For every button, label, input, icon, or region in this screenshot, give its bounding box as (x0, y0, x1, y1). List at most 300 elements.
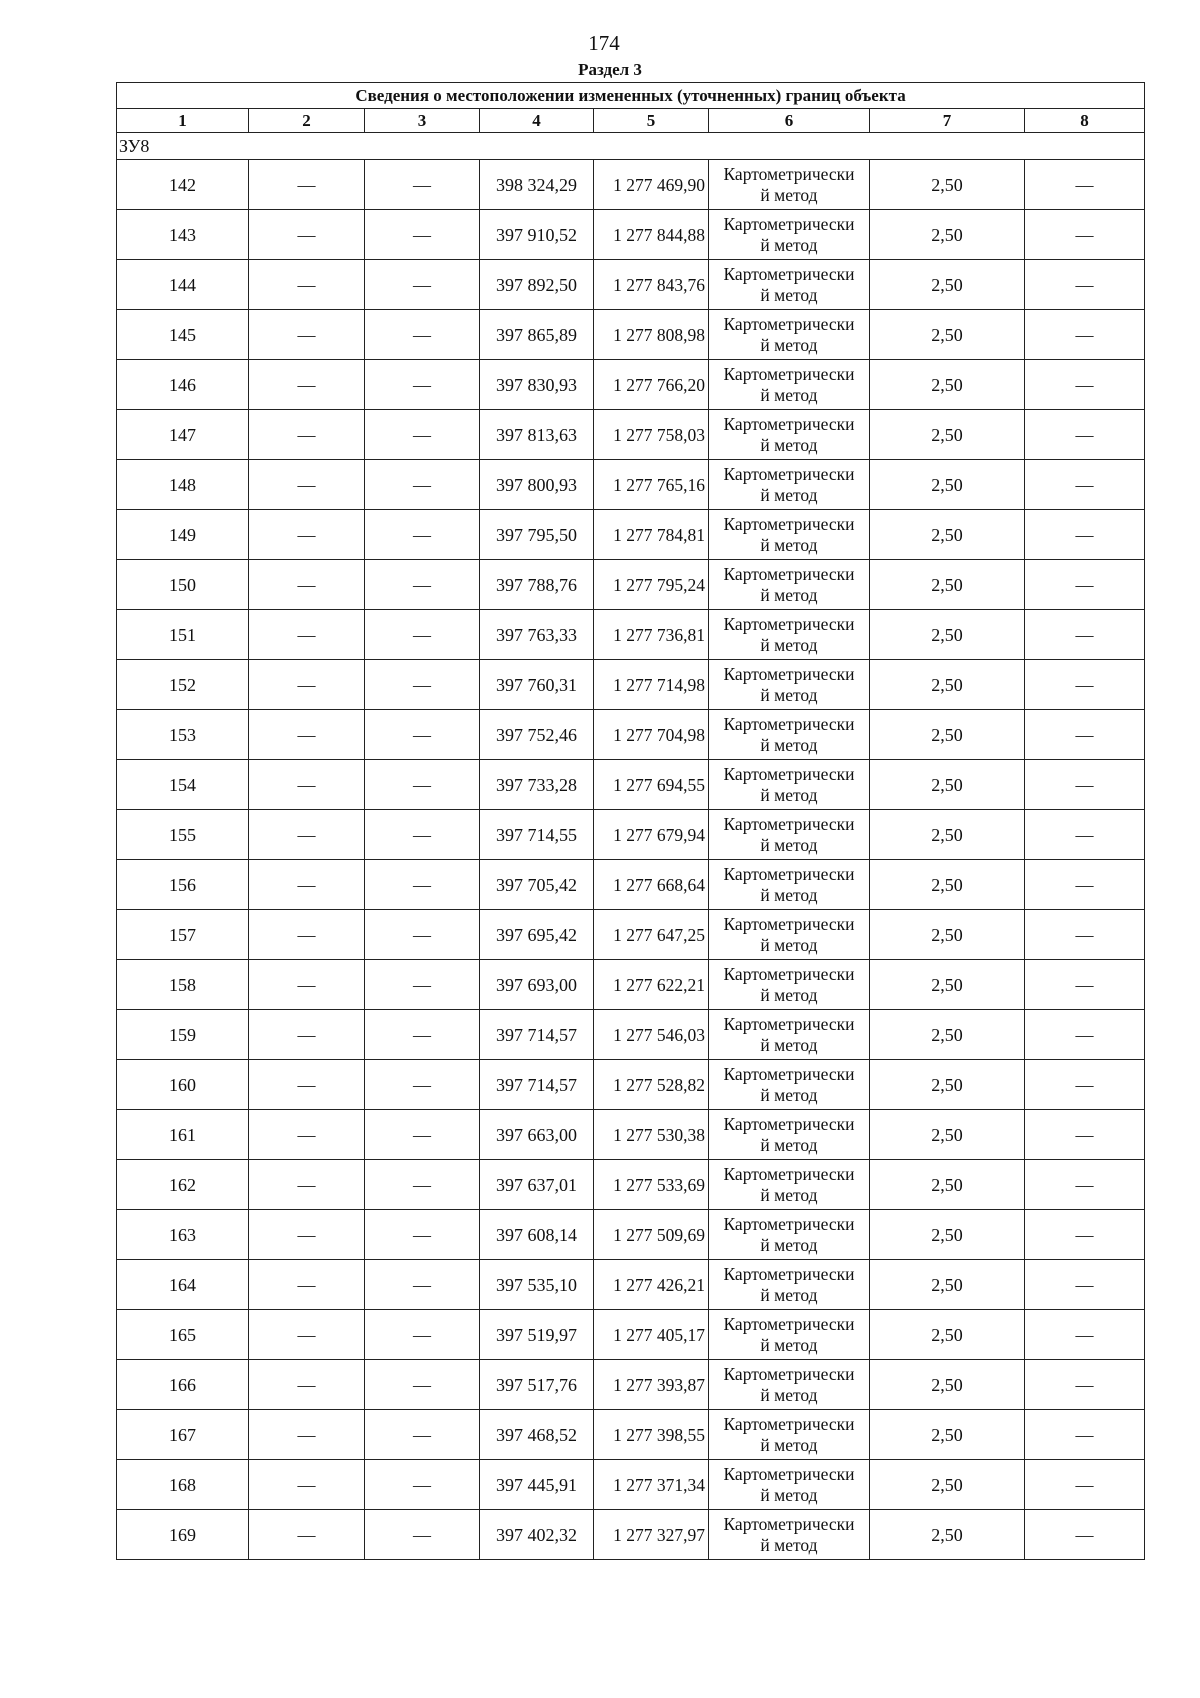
coordinate-x-cell: 397 813,63 (480, 410, 594, 460)
column-3-cell: — (365, 1010, 480, 1060)
point-number-cell: 145 (117, 310, 249, 360)
column-8-cell: — (1025, 310, 1145, 360)
column-2-cell: — (249, 710, 365, 760)
coordinate-y-cell: 1 277 795,24 (594, 560, 709, 610)
coordinate-x-cell: 397 693,00 (480, 960, 594, 1010)
accuracy-cell: 2,50 (870, 1410, 1025, 1460)
table-row (117, 1260, 1145, 1310)
column-2-cell: — (249, 310, 365, 360)
method-line-2: й метод (760, 1134, 818, 1155)
column-3-cell: — (365, 260, 480, 310)
point-number-cell: 148 (117, 460, 249, 510)
coordinate-x-cell: 397 705,42 (480, 860, 594, 910)
point-number-cell: 151 (117, 610, 249, 660)
method-cell (709, 1410, 870, 1460)
accuracy-cell: 2,50 (870, 860, 1025, 910)
method-line-2: й метод (760, 1434, 818, 1455)
table-row (117, 1310, 1145, 1360)
coordinate-x-cell: 397 795,50 (480, 510, 594, 560)
column-number: 3 (365, 109, 480, 133)
column-3-cell: — (365, 510, 480, 560)
point-number-cell: 153 (117, 710, 249, 760)
table-row (117, 160, 1145, 210)
accuracy-cell: 2,50 (870, 1260, 1025, 1310)
table-row (117, 360, 1145, 410)
column-2-cell: — (249, 260, 365, 310)
coordinate-y-cell: 1 277 843,76 (594, 260, 709, 310)
coordinate-y-cell: 1 277 704,98 (594, 710, 709, 760)
method-cell (709, 1160, 870, 1210)
column-3-cell: — (365, 660, 480, 710)
method-cell (709, 1060, 870, 1110)
point-number-cell: 161 (117, 1110, 249, 1160)
coordinate-x-cell: 397 535,10 (480, 1260, 594, 1310)
method-line-1: Картометрически (723, 763, 855, 784)
table-row (117, 210, 1145, 260)
column-8-cell: — (1025, 910, 1145, 960)
column-2-cell: — (249, 660, 365, 710)
method-cell (709, 560, 870, 610)
method-line-2: й метод (760, 1384, 818, 1405)
accuracy-cell: 2,50 (870, 410, 1025, 460)
coordinate-x-cell: 397 714,55 (480, 810, 594, 860)
column-3-cell: — (365, 1410, 480, 1460)
method-line-2: й метод (760, 634, 818, 655)
point-number-cell: 167 (117, 1410, 249, 1460)
accuracy-cell: 2,50 (870, 310, 1025, 360)
column-3-cell: — (365, 960, 480, 1010)
coordinate-y-cell: 1 277 765,16 (594, 460, 709, 510)
coordinate-y-cell: 1 277 393,87 (594, 1360, 709, 1410)
column-2-cell: — (249, 510, 365, 560)
method-line-2: й метод (760, 1084, 818, 1105)
coordinate-y-cell: 1 277 784,81 (594, 510, 709, 560)
method-cell (709, 910, 870, 960)
column-3-cell: — (365, 810, 480, 860)
column-8-cell: — (1025, 1310, 1145, 1360)
table-row (117, 660, 1145, 710)
method-cell (709, 1260, 870, 1310)
method-cell (709, 860, 870, 910)
column-2-cell: — (249, 1010, 365, 1060)
method-line-1: Картометрически (723, 1063, 855, 1084)
method-line-2: й метод (760, 434, 818, 455)
column-2-cell: — (249, 1310, 365, 1360)
column-number-row (117, 109, 1145, 133)
point-number-cell: 152 (117, 660, 249, 710)
column-2-cell: — (249, 960, 365, 1010)
column-3-cell: — (365, 1110, 480, 1160)
method-cell (709, 160, 870, 210)
method-cell (709, 410, 870, 460)
method-line-2: й метод (760, 684, 818, 705)
column-3-cell: — (365, 210, 480, 260)
column-3-cell: — (365, 860, 480, 910)
column-8-cell: — (1025, 1360, 1145, 1410)
coordinate-x-cell: 397 910,52 (480, 210, 594, 260)
column-3-cell: — (365, 1160, 480, 1210)
point-number-cell: 154 (117, 760, 249, 810)
point-number-cell: 142 (117, 160, 249, 210)
table-row (117, 760, 1145, 810)
accuracy-cell: 2,50 (870, 1210, 1025, 1260)
point-number-cell: 149 (117, 510, 249, 560)
coordinate-y-cell: 1 277 844,88 (594, 210, 709, 260)
method-line-1: Картометрически (723, 263, 855, 284)
column-8-cell: — (1025, 810, 1145, 860)
column-3-cell: — (365, 560, 480, 610)
method-cell (709, 310, 870, 360)
coordinate-x-cell: 397 519,97 (480, 1310, 594, 1360)
method-cell (709, 260, 870, 310)
accuracy-cell: 2,50 (870, 910, 1025, 960)
method-line-1: Картометрически (723, 163, 855, 184)
method-line-1: Картометрически (723, 413, 855, 434)
accuracy-cell: 2,50 (870, 660, 1025, 710)
accuracy-cell: 2,50 (870, 260, 1025, 310)
method-cell (709, 660, 870, 710)
coordinate-x-cell: 397 517,76 (480, 1360, 594, 1410)
column-8-cell: — (1025, 360, 1145, 410)
method-cell (709, 1510, 870, 1560)
column-2-cell: — (249, 210, 365, 260)
method-line-1: Картометрически (723, 713, 855, 734)
coordinate-x-cell: 397 760,31 (480, 660, 594, 710)
column-2-cell: — (249, 1460, 365, 1510)
method-line-1: Картометрически (723, 1363, 855, 1384)
accuracy-cell: 2,50 (870, 610, 1025, 660)
accuracy-cell: 2,50 (870, 1160, 1025, 1210)
coordinate-y-cell: 1 277 405,17 (594, 1310, 709, 1360)
coordinate-y-cell: 1 277 546,03 (594, 1010, 709, 1060)
coordinate-x-cell: 397 637,01 (480, 1160, 594, 1210)
point-number-cell: 155 (117, 810, 249, 860)
accuracy-cell: 2,50 (870, 560, 1025, 610)
accuracy-cell: 2,50 (870, 710, 1025, 760)
method-line-2: й метод (760, 384, 818, 405)
coordinate-y-cell: 1 277 509,69 (594, 1210, 709, 1260)
table-row (117, 1010, 1145, 1060)
coordinate-y-cell: 1 277 327,97 (594, 1510, 709, 1560)
column-8-cell: — (1025, 1110, 1145, 1160)
accuracy-cell: 2,50 (870, 460, 1025, 510)
method-line-1: Картометрически (723, 463, 855, 484)
column-number: 4 (480, 109, 594, 133)
method-line-1: Картометрически (723, 1213, 855, 1234)
coordinate-x-cell: 397 714,57 (480, 1060, 594, 1110)
accuracy-cell: 2,50 (870, 1060, 1025, 1110)
table-row (117, 460, 1145, 510)
method-line-1: Картометрически (723, 1013, 855, 1034)
point-number-cell: 146 (117, 360, 249, 410)
accuracy-cell: 2,50 (870, 1460, 1025, 1510)
point-number-cell: 164 (117, 1260, 249, 1310)
method-line-2: й метод (760, 1484, 818, 1505)
accuracy-cell: 2,50 (870, 1010, 1025, 1060)
method-line-1: Картометрически (723, 963, 855, 984)
table-row (117, 810, 1145, 860)
coordinate-y-cell: 1 277 808,98 (594, 310, 709, 360)
column-2-cell: — (249, 610, 365, 660)
column-3-cell: — (365, 910, 480, 960)
point-number-cell: 144 (117, 260, 249, 310)
object-label: ЗУ8 (117, 133, 1145, 160)
accuracy-cell: 2,50 (870, 1360, 1025, 1410)
method-line-2: й метод (760, 1284, 818, 1305)
column-8-cell: — (1025, 560, 1145, 610)
table-row (117, 610, 1145, 660)
column-3-cell: — (365, 1360, 480, 1410)
coordinate-x-cell: 397 468,52 (480, 1410, 594, 1460)
column-2-cell: — (249, 1410, 365, 1460)
method-line-2: й метод (760, 884, 818, 905)
method-line-1: Картометрически (723, 913, 855, 934)
point-number-cell: 147 (117, 410, 249, 460)
accuracy-cell: 2,50 (870, 510, 1025, 560)
column-number: 7 (870, 109, 1025, 133)
column-3-cell: — (365, 710, 480, 760)
coordinate-x-cell: 397 695,42 (480, 910, 594, 960)
coordinate-x-cell: 397 714,57 (480, 1010, 594, 1060)
method-line-2: й метод (760, 284, 818, 305)
method-cell (709, 360, 870, 410)
point-number-cell: 159 (117, 1010, 249, 1060)
accuracy-cell: 2,50 (870, 810, 1025, 860)
coordinate-y-cell: 1 277 714,98 (594, 660, 709, 710)
accuracy-cell: 2,50 (870, 760, 1025, 810)
method-cell (709, 1010, 870, 1060)
coordinate-x-cell: 397 865,89 (480, 310, 594, 360)
coordinate-y-cell: 1 277 766,20 (594, 360, 709, 410)
column-3-cell: — (365, 1510, 480, 1560)
column-number: 8 (1025, 109, 1145, 133)
table-row (117, 1510, 1145, 1560)
coordinate-x-cell: 397 752,46 (480, 710, 594, 760)
point-number-cell: 163 (117, 1210, 249, 1260)
point-number-cell: 169 (117, 1510, 249, 1560)
column-8-cell: — (1025, 1010, 1145, 1060)
column-2-cell: — (249, 160, 365, 210)
method-line-1: Картометрически (723, 1413, 855, 1434)
method-cell (709, 460, 870, 510)
column-2-cell: — (249, 1210, 365, 1260)
coordinate-y-cell: 1 277 398,55 (594, 1410, 709, 1460)
method-line-2: й метод (760, 484, 818, 505)
column-2-cell: — (249, 1260, 365, 1310)
table-row (117, 1110, 1145, 1160)
column-3-cell: — (365, 1310, 480, 1360)
point-number-cell: 150 (117, 560, 249, 610)
column-2-cell: — (249, 810, 365, 860)
coordinate-y-cell: 1 277 530,38 (594, 1110, 709, 1160)
column-2-cell: — (249, 760, 365, 810)
column-8-cell: — (1025, 260, 1145, 310)
column-8-cell: — (1025, 1510, 1145, 1560)
column-3-cell: — (365, 360, 480, 410)
method-line-1: Картометрически (723, 563, 855, 584)
method-line-2: й метод (760, 784, 818, 805)
point-number-cell: 168 (117, 1460, 249, 1510)
column-8-cell: — (1025, 210, 1145, 260)
method-line-1: Картометрически (723, 863, 855, 884)
method-line-1: Картометрически (723, 663, 855, 684)
method-line-2: й метод (760, 1184, 818, 1205)
method-line-2: й метод (760, 1034, 818, 1055)
point-number-cell: 158 (117, 960, 249, 1010)
point-number-cell: 162 (117, 1160, 249, 1210)
table-row (117, 310, 1145, 360)
method-cell (709, 1110, 870, 1160)
coordinate-x-cell: 397 763,33 (480, 610, 594, 660)
boundary-coordinates-table (116, 82, 1145, 1560)
coordinate-y-cell: 1 277 371,34 (594, 1460, 709, 1510)
table-body (117, 160, 1145, 1560)
table-row (117, 710, 1145, 760)
column-8-cell: — (1025, 1410, 1145, 1460)
column-3-cell: — (365, 610, 480, 660)
column-number: 6 (709, 109, 870, 133)
accuracy-cell: 2,50 (870, 160, 1025, 210)
coordinate-x-cell: 397 608,14 (480, 1210, 594, 1260)
coordinate-y-cell: 1 277 647,25 (594, 910, 709, 960)
method-line-1: Картометрически (723, 813, 855, 834)
table-row (117, 410, 1145, 460)
table-row (117, 260, 1145, 310)
method-cell (709, 1310, 870, 1360)
table-row (117, 1160, 1145, 1210)
coordinate-x-cell: 397 733,28 (480, 760, 594, 810)
coordinate-x-cell: 397 892,50 (480, 260, 594, 310)
column-8-cell: — (1025, 1260, 1145, 1310)
coordinate-y-cell: 1 277 622,21 (594, 960, 709, 1010)
column-8-cell: — (1025, 510, 1145, 560)
method-cell (709, 960, 870, 1010)
coordinate-y-cell: 1 277 668,64 (594, 860, 709, 910)
table-row (117, 510, 1145, 560)
method-line-2: й метод (760, 334, 818, 355)
column-8-cell: — (1025, 960, 1145, 1010)
coordinate-y-cell: 1 277 758,03 (594, 410, 709, 460)
coordinate-y-cell: 1 277 694,55 (594, 760, 709, 810)
column-2-cell: — (249, 410, 365, 460)
coordinate-x-cell: 398 324,29 (480, 160, 594, 210)
column-2-cell: — (249, 460, 365, 510)
method-line-2: й метод (760, 184, 818, 205)
coordinate-x-cell: 397 445,91 (480, 1460, 594, 1510)
table-row (117, 560, 1145, 610)
method-line-2: й метод (760, 734, 818, 755)
table-row (117, 1360, 1145, 1410)
method-line-1: Картометрически (723, 1513, 855, 1534)
coordinate-x-cell: 397 788,76 (480, 560, 594, 610)
accuracy-cell: 2,50 (870, 210, 1025, 260)
column-3-cell: — (365, 1060, 480, 1110)
column-number: 2 (249, 109, 365, 133)
column-2-cell: — (249, 910, 365, 960)
column-2-cell: — (249, 1160, 365, 1210)
column-8-cell: — (1025, 410, 1145, 460)
accuracy-cell: 2,50 (870, 360, 1025, 410)
point-number-cell: 165 (117, 1310, 249, 1360)
point-number-cell: 143 (117, 210, 249, 260)
accuracy-cell: 2,50 (870, 1310, 1025, 1360)
point-number-cell: 157 (117, 910, 249, 960)
column-2-cell: — (249, 360, 365, 410)
method-line-2: й метод (760, 1234, 818, 1255)
method-line-2: й метод (760, 534, 818, 555)
method-cell (709, 510, 870, 560)
method-line-1: Картометрически (723, 363, 855, 384)
column-3-cell: — (365, 1260, 480, 1310)
method-cell (709, 1210, 870, 1260)
method-line-1: Картометрически (723, 1113, 855, 1134)
coordinate-y-cell: 1 277 533,69 (594, 1160, 709, 1210)
method-line-1: Картометрически (723, 1263, 855, 1284)
method-line-1: Картометрически (723, 1163, 855, 1184)
accuracy-cell: 2,50 (870, 1510, 1025, 1560)
method-cell (709, 610, 870, 660)
column-8-cell: — (1025, 710, 1145, 760)
method-line-1: Картометрически (723, 513, 855, 534)
column-number: 5 (594, 109, 709, 133)
coordinate-x-cell: 397 800,93 (480, 460, 594, 510)
accuracy-cell: 2,50 (870, 1110, 1025, 1160)
coordinate-y-cell: 1 277 528,82 (594, 1060, 709, 1110)
method-line-1: Картометрически (723, 1463, 855, 1484)
column-2-cell: — (249, 860, 365, 910)
method-line-2: й метод (760, 1534, 818, 1555)
column-3-cell: — (365, 310, 480, 360)
column-number: 1 (117, 109, 249, 133)
column-8-cell: — (1025, 460, 1145, 510)
column-8-cell: — (1025, 160, 1145, 210)
method-line-2: й метод (760, 934, 818, 955)
page-number: 174 (588, 31, 620, 55)
column-8-cell: — (1025, 1210, 1145, 1260)
column-8-cell: — (1025, 860, 1145, 910)
column-8-cell: — (1025, 760, 1145, 810)
column-3-cell: — (365, 460, 480, 510)
method-cell (709, 710, 870, 760)
coordinate-x-cell: 397 830,93 (480, 360, 594, 410)
method-cell (709, 1360, 870, 1410)
column-8-cell: — (1025, 1160, 1145, 1210)
coordinate-y-cell: 1 277 469,90 (594, 160, 709, 210)
coordinate-y-cell: 1 277 679,94 (594, 810, 709, 860)
column-3-cell: — (365, 1460, 480, 1510)
column-2-cell: — (249, 560, 365, 610)
accuracy-cell: 2,50 (870, 960, 1025, 1010)
column-3-cell: — (365, 410, 480, 460)
method-cell (709, 210, 870, 260)
column-8-cell: — (1025, 660, 1145, 710)
point-number-cell: 166 (117, 1360, 249, 1410)
section-title: Раздел 3 (578, 60, 642, 79)
method-line-1: Картометрически (723, 1313, 855, 1334)
point-number-cell: 160 (117, 1060, 249, 1110)
method-line-1: Картометрически (723, 313, 855, 334)
column-8-cell: — (1025, 610, 1145, 660)
table-row (117, 960, 1145, 1010)
table-row (117, 1410, 1145, 1460)
method-line-2: й метод (760, 834, 818, 855)
column-2-cell: — (249, 1060, 365, 1110)
method-line-1: Картометрически (723, 613, 855, 634)
method-line-2: й метод (760, 584, 818, 605)
method-cell (709, 760, 870, 810)
method-cell (709, 810, 870, 860)
method-cell (709, 1460, 870, 1510)
